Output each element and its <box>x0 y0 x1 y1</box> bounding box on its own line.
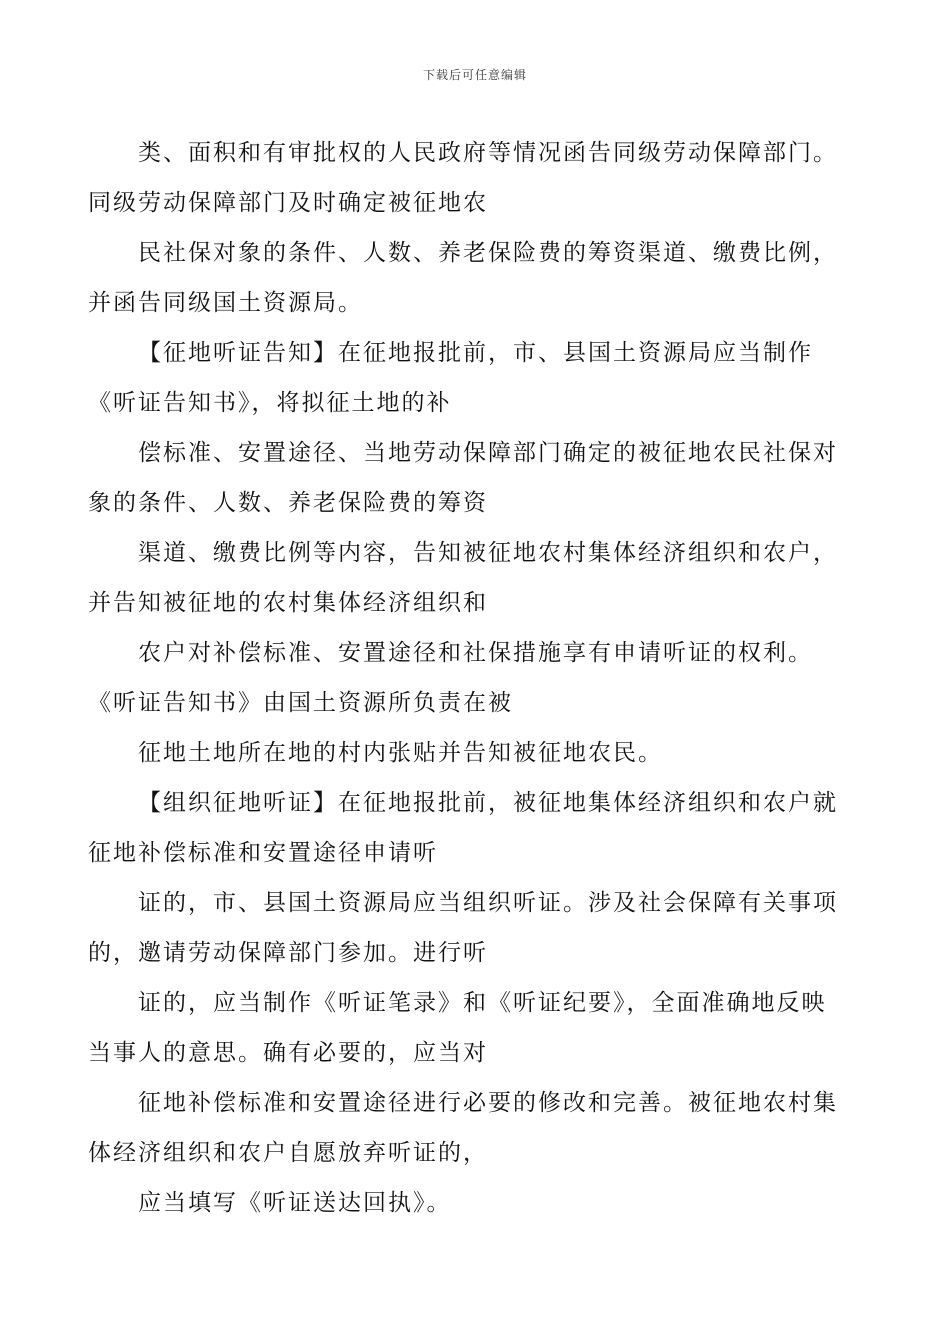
paragraph-line: 【征地听证告知】在征地报批前，市、县国土资源局应当制作 <box>138 340 813 366</box>
paragraph-line: 【组织征地听证】在征地报批前，被征地集体经济组织和农户就 <box>138 790 838 816</box>
paragraph-line: 农户对补偿标准、安置途径和社保措施享有申请听证的权利。 <box>138 640 813 666</box>
paragraph-9 <box>88 878 863 978</box>
paragraph-7 <box>88 728 863 778</box>
paragraph-line: 体经济组织和农户自愿放弃听证的， <box>88 1140 488 1166</box>
paragraph-line: 民社保对象的条件、人数、养老保险费的筹资渠道、缴费比例， <box>138 240 838 266</box>
paragraph-line: 偿标准、安置途径、当地劳动保障部门确定的被征地农民社保对 <box>138 440 838 466</box>
paragraph-1 <box>88 128 863 228</box>
paragraph-line: 征地土地所在地的村内张贴并告知被征地农民。 <box>138 740 663 766</box>
document-body <box>88 128 863 1228</box>
paragraph-line: 象的条件、人数、养老保险费的筹资 <box>88 490 488 516</box>
paragraph-line: 并告知被征地的农村集体经济组织和 <box>88 590 488 616</box>
paragraph-line: 的，邀请劳动保障部门参加。进行听 <box>88 940 488 966</box>
paragraph-line: 当事人的意思。确有必要的，应当对 <box>88 1040 488 1066</box>
paragraph-4 <box>88 428 863 528</box>
paragraph-6 <box>88 628 863 728</box>
paragraph-line: 类、面积和有审批权的人民政府等情况函告同级劳动保障部门。 <box>138 140 838 166</box>
paragraph-5 <box>88 528 863 628</box>
paragraph-12 <box>88 1178 863 1228</box>
paragraph-line: 证的，市、县国土资源局应当组织听证。涉及社会保障有关事项 <box>138 890 838 916</box>
paragraph-line: 渠道、缴费比例等内容，告知被征地农村集体经济组织和农户， <box>138 540 838 566</box>
paragraph-line: 证的，应当制作《听证笔录》和《听证纪要》，全面准确地反映 <box>138 990 827 1016</box>
paragraph-2 <box>88 228 863 328</box>
paragraph-3 <box>88 328 863 428</box>
page-header: 下载后可任意编辑 <box>422 68 527 82</box>
paragraph-line: 并函告同级国土资源局。 <box>88 290 363 316</box>
paragraph-line: 应当填写《听证送达回执》。 <box>138 1190 452 1216</box>
paragraph-8 <box>88 778 863 878</box>
paragraph-line: 同级劳动保障部门及时确定被征地农 <box>88 190 488 216</box>
paragraph-line: 《听证告知书》由国土资源所负责在被 <box>88 690 513 716</box>
paragraph-10 <box>88 978 863 1078</box>
paragraph-line: 征地补偿标准和安置途径申请听 <box>88 840 438 866</box>
paragraph-line: 征地补偿标准和安置途径进行必要的修改和完善。被征地农村集 <box>138 1090 838 1116</box>
paragraph-line: 《听证告知书》，将拟征土地的补 <box>88 390 452 416</box>
paragraph-11 <box>88 1078 863 1178</box>
